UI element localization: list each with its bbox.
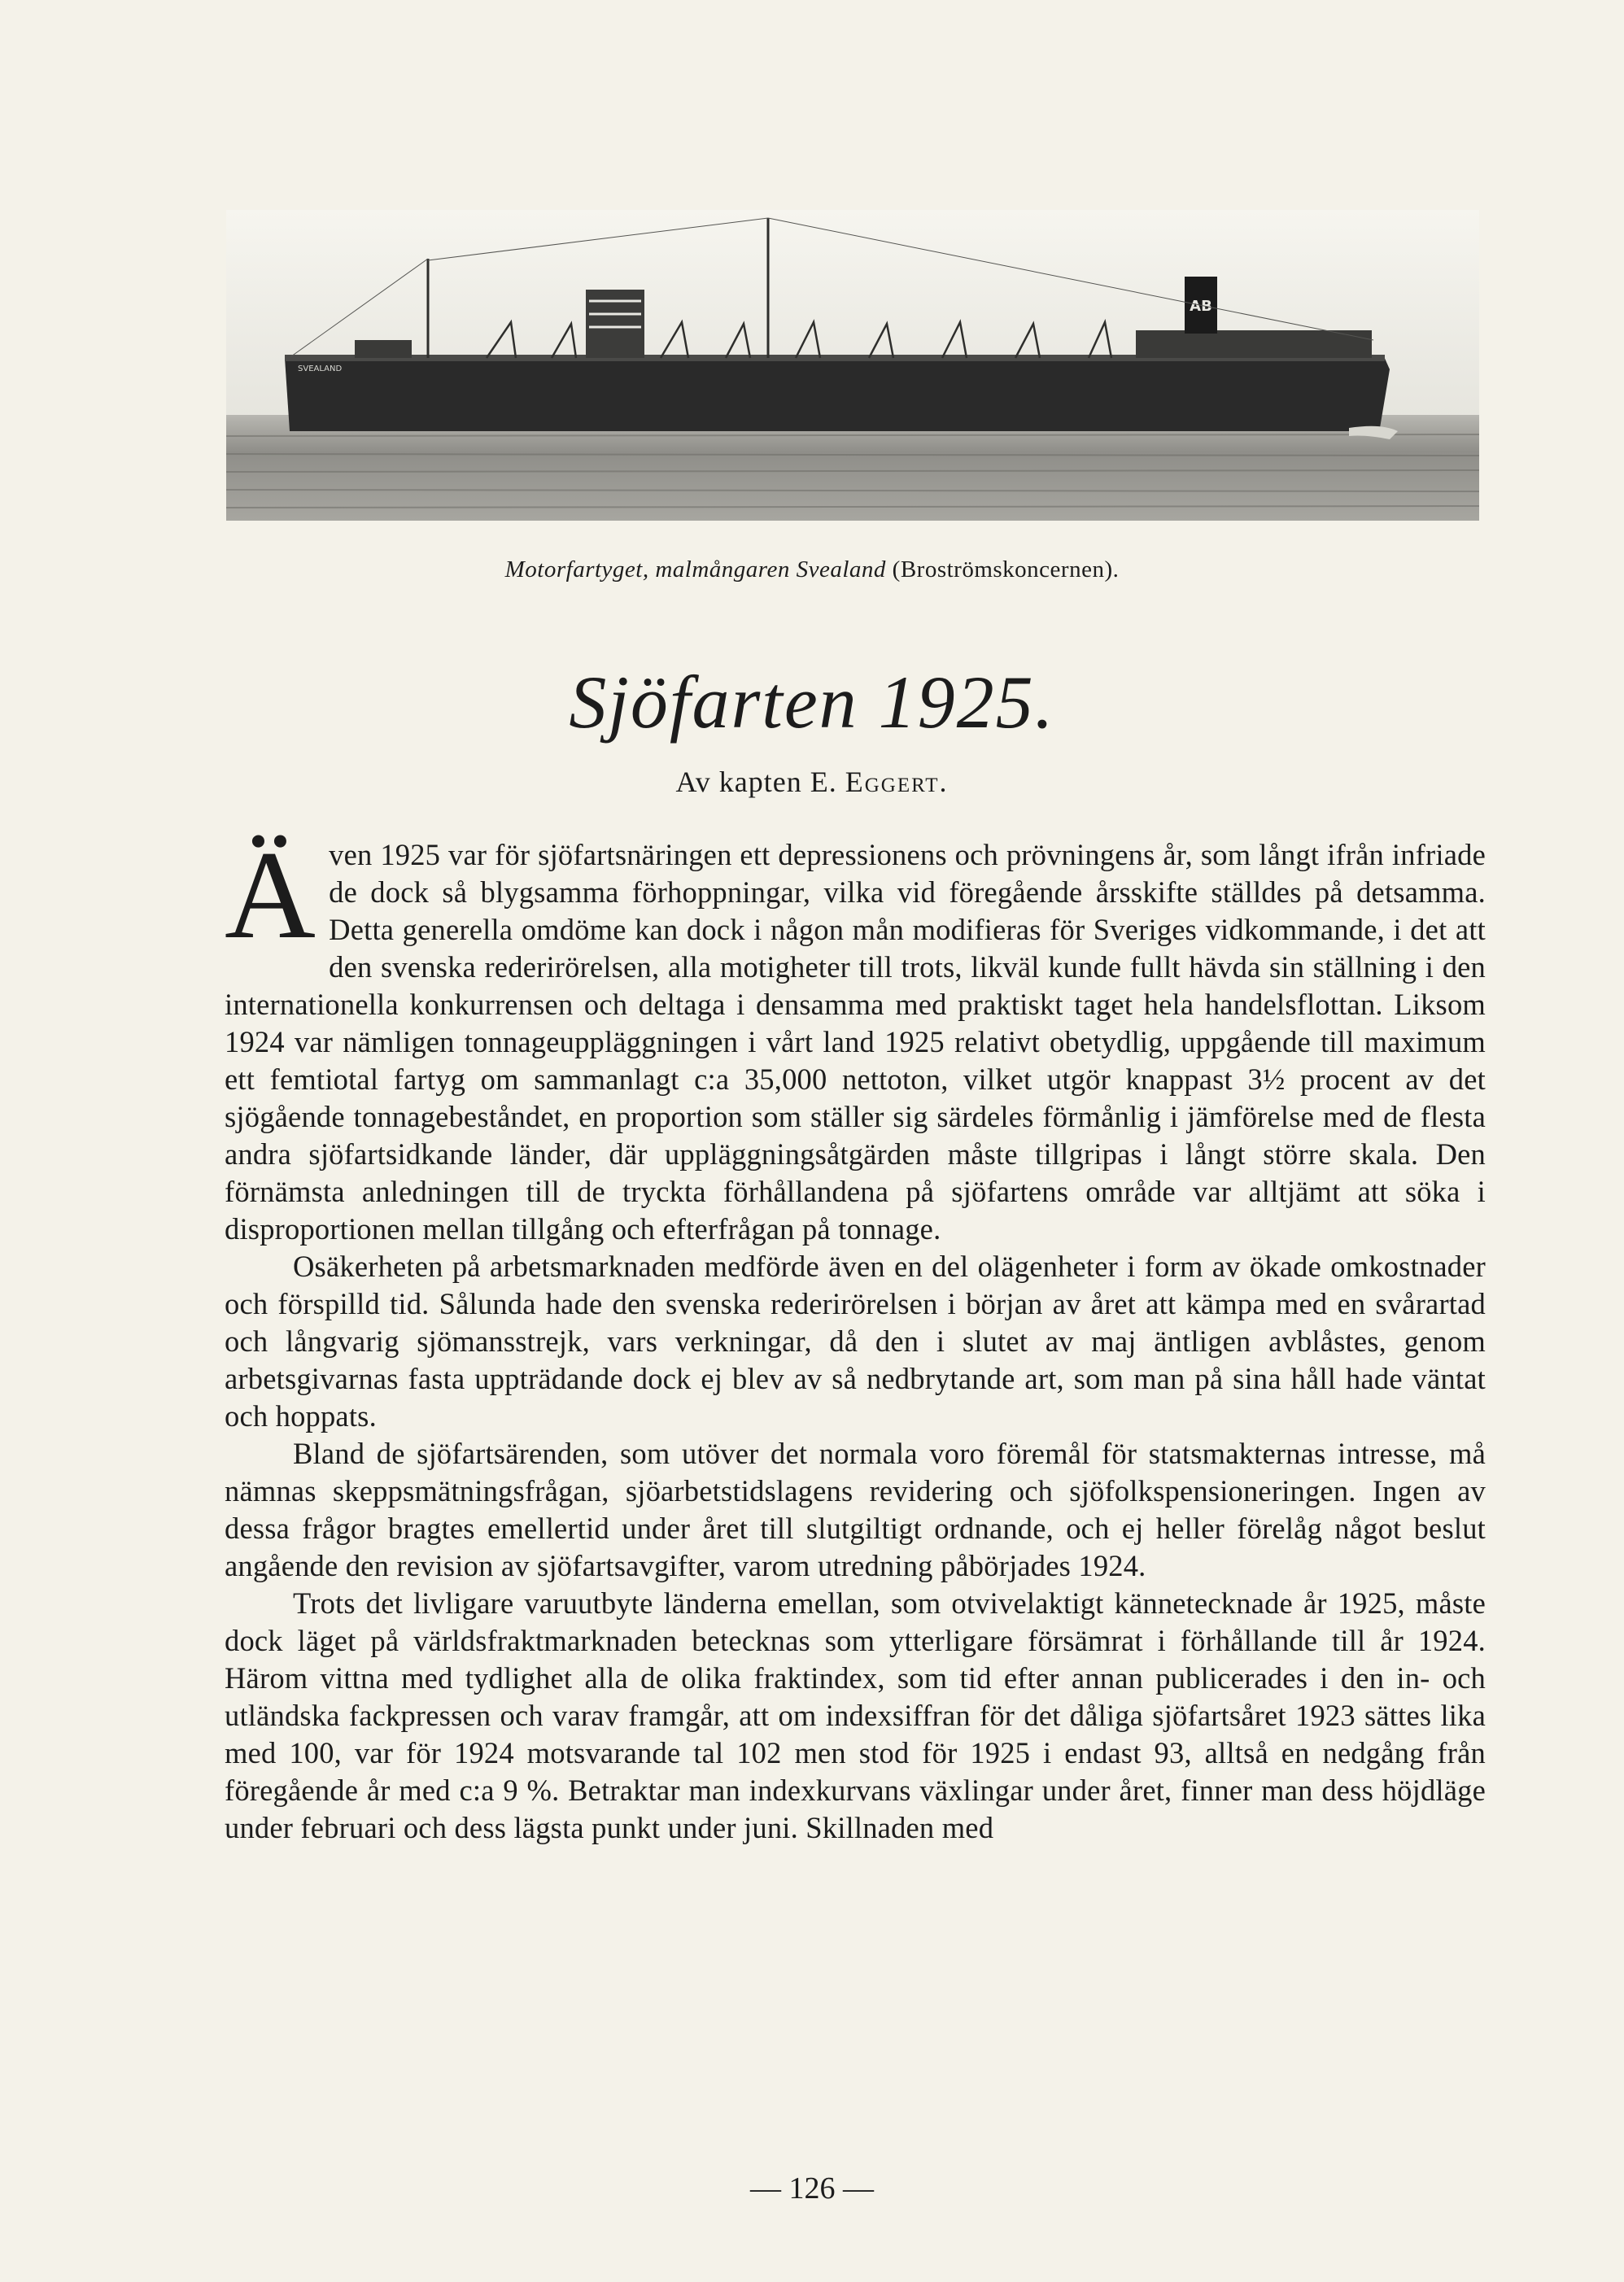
aft-superstructure [1136,330,1372,358]
forecastle [355,340,412,358]
hull-name: SVEALAND [298,364,343,373]
paragraph-4: Trots det livligare varuutbyte länderna emellan, som otvivelaktigt kännetecknade år 1925, måste dock läget på världsfraktmarknaden betecknas som ytterligare försämrat i förhållande till år 1924. Härom vittna med tydlighet alla de olika fraktindex, som tid efter annan publicerades i den in- och utländska fackpressen och varav framgår, att om indexsiffran för det dåliga sjöfartsåret 1923 sättes lika med 100, var för 1924 motsvarande tal 102 men stod för 1925 i endast 93, alltså en nedgång från föregående år med c:a 9 %. Betraktar man indexkurvans växlingar under året, finner man dess höjdläge under februari och dess lägsta punkt under juni. Skillnaden med [225,1586,1486,1844]
paragraph-2: Osäkerheten på arbetsmarknaden medförde även en del olägenheter i form av ökade omkostnader och förspilld tid. Sålunda hade den svenska rederirörelsen i början av året att kämpa med en svårartad och långvarig sjömansstrejk, vars verkningar, då den i slutet av maj äntligen avblåstes, genom arbetsgivarnas fasta uppträdande dock ej blev av så nedbrytande art, som man på sina håll hade väntat och hoppats. [225,1250,1486,1433]
ship-illustration [226,210,1479,521]
ship-photo [226,210,1479,521]
drop-cap: Ä [225,825,317,965]
paragraph-1 [225,825,1486,1248]
article-body [225,825,1486,1847]
caption-italic: Motorfartyget, malmångaren Svealand [504,556,886,582]
funnel-logo: AB [1190,298,1212,315]
byline-prefix: Av kapten E. [675,766,837,798]
paragraph-1-text: ven 1925 var för sjöfartsnäringen ett depressionens och prövningens år, som långt ifrån infriade de dock så blygsamma förhoppningar, vilka vid föregående årsskifte ställdes på detsamma. Detta generella omdöme kan dock i någon mån modifieras för Sveriges vidkommande, i det att den svenska rederirörelsen, alla motigheter till trots, likväl kunde fullt hävda sin ställning i den internationella konkurrensen och deltaga i densamma med praktiskt taget hela handelsflottan. Liksom 1924 var nämligen tonnageuppläggningen i vårt land 1925 relativt obetydlig, uppgående till maximum ett femtiotal fartyg om sammanlagt c:a 35,000 nettoton, vilket utgör knappast 3½ procent av det sjögående tonnagebeståndet, en proportion som ställer sig särdeles förmånlig i jämförelse med de flesta andra sjöfartsidkande länder, där uppläggningsåtgärden måste tillgripas i långt större skala. Den förnämsta anledningen till de tryckta förhållandena på sjöfartens område var alltjämt att söka i disproportionen mellan tillgång och efterfrågan på tonnage. [225,838,1486,1246]
ship-hull [285,355,1390,431]
byline [0,765,1624,799]
caption-plain: (Broströmskoncernen). [892,556,1120,582]
byline-author: Eggert. [845,766,949,798]
paragraph-3: Bland de sjöfartsärenden, som utöver det normala voro föremål för statsmakternas intresse, må nämnas skeppsmätningsfrågan, sjöarbetstidslagens revidering och sjöfolkspensioneringen. Ingen av dessa frågor bragtes emellertid under året till slutgiltigt ordnande, och ej heller förelåg något beslut angående den revision av sjöfartsavgifter, varom utredning påbörjades 1924. [225,1437,1486,1582]
article-title: Sjöfarten 1925. [569,661,1055,744]
photo-caption [0,556,1624,583]
page-number: — 126 — [750,2171,874,2206]
